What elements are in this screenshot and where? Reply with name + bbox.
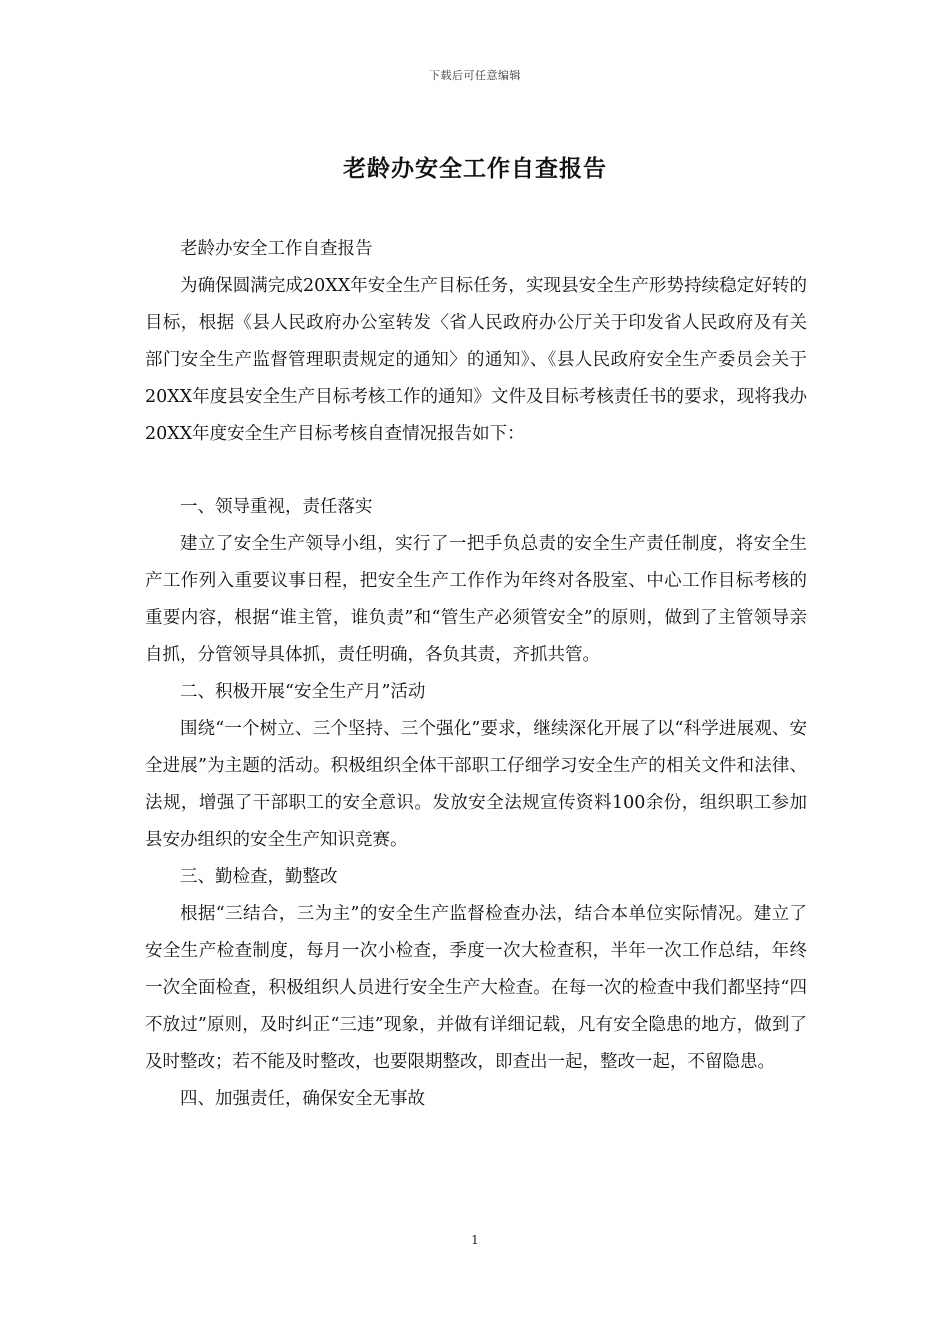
section-heading-2: 二、积极开展“安全生产月”活动: [180, 682, 426, 702]
paragraph-section-2: 围绕“一个树立、三个坚持、三个强化”要求，继续深化开展了以“科学进展观、安全进展”为主题的活动。积极组织全体干部职工仔细学习安全生产的相关文件和法律、法规，增强了干部职工的安全意识。发放安全法规宣传资料100余份，组织职工参加县安办组织的安全生产知识竞赛。: [145, 719, 807, 850]
paragraph-section-3: 根据“三结合，三为主”的安全生产监督检查办法，结合本单位实际情况。建立了安全生产检查制度，每月一次小检查，季度一次大检查积，半年一次工作总结，年终一次全面检查，积极组织人员进行安全生产大检查。在每一次的检查中我们都坚持“四不放过”原则，及时纠正“三违”现象，并做有详细记载，凡有安全隐患的地方，做到了及时整改；若不能及时整改，也要限期整改，即查出一起，整改一起，不留隐患。: [145, 904, 807, 1072]
paragraph-subtitle: 老龄办安全工作自查报告: [180, 239, 373, 259]
paragraph-section-1: 建立了安全生产领导小组，实行了一把手负总责的安全生产责任制度，将安全生产工作列入重要议事日程，把安全生产工作作为年终对各股室、中心工作目标考核的重要内容，根据“谁主管，谁负责”和“管生产必须管安全”的原则，做到了主管领导亲自抓，分管领导具体抓，责任明确，各负其责，齐抓共管。: [145, 534, 807, 665]
section-heading-1: 一、领导重视，责任落实: [180, 497, 373, 517]
document-body: [145, 231, 807, 1118]
page-number: 1: [471, 1233, 479, 1247]
page-header-note: 下载后可任意编辑: [429, 69, 521, 82]
document-title: 老龄办安全工作自查报告: [343, 155, 607, 182]
section-heading-3: 三、勤检查，勤整改: [180, 867, 338, 887]
paragraph-intro: 为确保圆满完成20XX年安全生产目标任务，实现县安全生产形势持续稳定好转的目标，根据《县人民政府办公室转发〈省人民政府办公厅关于印发省人民政府及有关部门安全生产监督管理职责规定的通知〉的通知》、《县人民政府安全生产委员会关于20XX年度县安全生产目标考核工作的通知》文件及目标考核责任书的要求，现将我办20XX年度安全生产目标考核自查情况报告如下：: [145, 276, 807, 444]
section-heading-4: 四、加强责任，确保安全无事故: [180, 1089, 425, 1109]
